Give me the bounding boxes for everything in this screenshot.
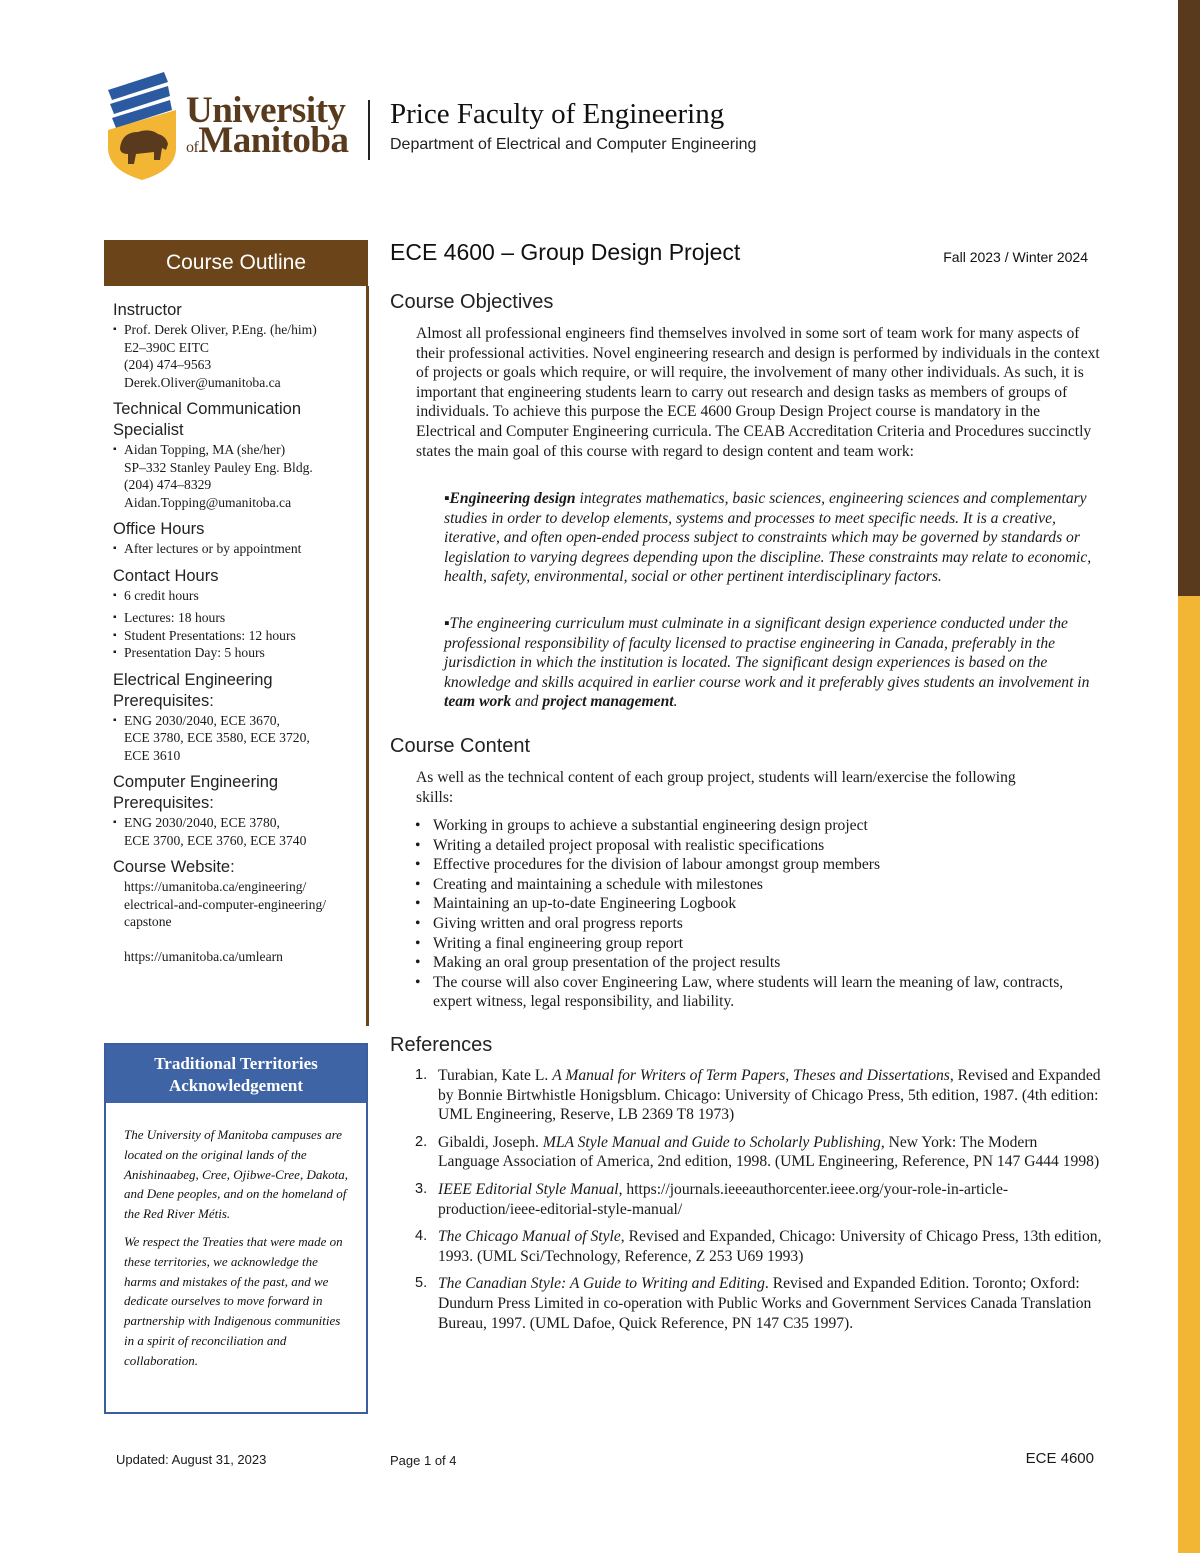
- ce-prereq-line: ECE 3700, ECE 3760, ECE 3740: [124, 832, 307, 848]
- ce-prereq-heading-line1: Computer Engineering: [113, 773, 279, 791]
- reference-number: 5.: [415, 1275, 428, 1292]
- reference-text[interactable]: , https://journals.ieeeauthorcenter.ieee.org/your-role-in-article-production/ieee-editorial-style-manual/: [438, 1180, 1009, 1218]
- course-outline-banner: Course Outline: [104, 240, 368, 286]
- reference-text: Turabian, Kate L.: [438, 1067, 553, 1084]
- reference-title: The Canadian Style: A Guide to Writing and Editing: [438, 1275, 765, 1293]
- ee-prereq-line: ECE 3780, ECE 3580, ECE 3720,: [124, 730, 310, 745]
- ce-prereq-line: ▪ ENG 2030/2040, ECE 3780,: [113, 814, 363, 832]
- quote-text: and: [511, 693, 543, 711]
- acknowledgement-title-line: Acknowledgement: [168, 1076, 304, 1095]
- acknowledgement-paragraph: The University of Manitoba campuses are located on the original lands of the Anishinaabeg, Cree, Ojibwe-Cree, Dakota, and Dene peoples, and on the homeland of the Red River Métis.: [124, 1127, 348, 1222]
- reference-title: A Manual for Writers of Term Papers, Theses and Dissertations: [552, 1067, 950, 1084]
- website-link-capstone[interactable]: [113, 878, 363, 931]
- skills-list: [412, 816, 1102, 1012]
- references-heading: References: [390, 1034, 493, 1056]
- footer-updated-date: Updated: August 31, 2023: [116, 1452, 267, 1467]
- reference-number: 2.: [415, 1133, 428, 1150]
- skills-item: • Working in groups to achieve a substantial engineering design project: [412, 816, 1102, 836]
- ce-prereq-section: [113, 772, 363, 849]
- edge-bar-gold: [1178, 596, 1200, 1553]
- header-divider: [368, 100, 370, 160]
- website-link-part: capstone: [124, 914, 172, 929]
- website-link-umlearn[interactable]: https://umanitoba.ca/umlearn: [124, 948, 283, 964]
- acknowledgement-paragraph: We respect the Treaties that were made on these territories, we acknowledge the harms and mistakes of the past, and we dedicate ourselves to move forward in partnership with Indigenous communities in a spirit of reconciliation and collaboration.: [124, 1233, 343, 1368]
- reference-text: , Revised and Expanded, Chicago: University of Chicago Press, 13th edition, 1993. (UML Sci/Technology, Reference, Z 253 U69 1993): [438, 1228, 1102, 1265]
- website-link-part: https://umanitoba.ca/engineering/: [124, 879, 307, 894]
- reference-title: IEEE Editorial Style Manual: [438, 1180, 619, 1198]
- objectives-heading: Course Objectives: [390, 291, 554, 313]
- instructor-name: ▪ Prof. Derek Oliver, P.Eng. (he/him): [113, 321, 363, 339]
- instructor-email[interactable]: Derek.Oliver@umanitoba.ca: [124, 374, 281, 390]
- wordmark-manitoba: Manitoba: [198, 120, 349, 161]
- tcs-heading-line1: Technical Communication: [113, 400, 302, 418]
- contact-hours-item: ▪ Student Presentations: 12 hours: [113, 627, 363, 645]
- quote-text: The engineering curriculum must culminate in a significant design experience conducted under the professional responsibility of faculty licensed to practise engineering in Canada, preferably in the jurisdiction in which the institution is located. The significant design experiences is based on the knowledge and skills acquired in earlier course work and it preferably gives students an involvement in: [444, 615, 1090, 691]
- term-label: Fall 2023 / Winter 2024: [943, 249, 1088, 265]
- ceab-quote-design: ▪Engineering design integrates mathematics, basic sciences, engineering sciences and complementary studies in order to develop elements, systems and processes to meet specific needs. It is a creative, iterative, and often open-ended process subject to constraints which may be governed by standards or legislation to varying degrees depending upon the discipline. These constraints may relate to economic, health, safety, environmental, social or other pertinent interdisciplinary factors.: [444, 490, 1092, 586]
- reference-item: [412, 1274, 1102, 1333]
- office-hours-item: ▪ After lectures or by appointment: [113, 540, 363, 558]
- skills-item: • Creating and maintaining a schedule with milestones: [412, 875, 1102, 895]
- references-list: [412, 1066, 1102, 1341]
- wordmark-university: University: [186, 90, 346, 131]
- ce-prereq-heading-line2: Prerequisites:: [113, 794, 214, 812]
- reference-item: [412, 1066, 1102, 1125]
- instructor-phone: (204) 474–9563: [124, 357, 212, 372]
- department-title: Department of Electrical and Computer Engineering: [390, 136, 757, 153]
- ee-prereq-section: [113, 670, 363, 765]
- reference-item: [412, 1133, 1102, 1172]
- website-heading: Course Website:: [113, 858, 235, 876]
- office-hours-heading: Office Hours: [113, 520, 205, 538]
- reference-item: [412, 1227, 1102, 1266]
- reference-number: 1.: [415, 1067, 428, 1083]
- skills-item: • Giving written and oral progress reports: [412, 914, 1102, 934]
- contact-hours-heading: Contact Hours: [113, 566, 219, 585]
- skills-item: • Maintaining an up-to-date Engineering Logbook: [412, 894, 1102, 914]
- wordmark-of: of: [186, 139, 199, 156]
- website-link-part: electrical-and-computer-engineering/: [124, 896, 327, 912]
- website-section: [113, 857, 363, 965]
- tcs-section: [113, 399, 363, 511]
- quote-text: integrates mathematics, basic sciences, engineering sciences and complementary studies in order to develop elements, systems and processes to meet specific needs. It is a creative, iterative, and often open-ended process subject to constraints which may be governed by standards or legislation to varying degrees depending upon the discipline. These constraints may relate to economic, health, safety, environmental, social or other pertinent interdisciplinary factors.: [444, 490, 1092, 586]
- skills-item: • Making an oral group presentation of the project results: [412, 953, 1102, 973]
- tcs-name: ▪ Aidan Topping, MA (she/her): [113, 441, 363, 459]
- reference-title: The Chicago Manual of Style: [438, 1228, 621, 1246]
- ee-prereq-heading-line2: Prerequisites:: [113, 691, 214, 710]
- quote-bold-term: project management: [542, 693, 674, 711]
- faculty-title: Price Faculty of Engineering: [390, 98, 725, 130]
- instructor-section: [113, 300, 363, 391]
- university-crest-logo: [106, 70, 178, 182]
- territories-acknowledgement-box: [104, 1043, 368, 1414]
- skills-item: • Writing a final engineering group report: [412, 934, 1102, 954]
- reference-item: [412, 1180, 1102, 1219]
- office-hours-section: [113, 519, 363, 558]
- contact-hours-item: ▪ Lectures: 18 hours: [113, 609, 363, 627]
- contact-hours-section: [113, 566, 363, 662]
- sidebar-rule: [366, 286, 369, 1026]
- content-intro: As well as the technical content of each group project, students will learn/exercise the following skills:: [416, 769, 1016, 806]
- reference-number: 4.: [415, 1228, 428, 1245]
- tcs-email[interactable]: Aidan.Topping@umanitoba.ca: [124, 494, 292, 510]
- contact-hours-item: ▪ 6 credit hours: [113, 587, 363, 605]
- ee-prereq-heading-line1: Electrical Engineering: [113, 670, 273, 689]
- quote-bold-term: team work: [444, 693, 512, 711]
- course-title: ECE 4600 – Group Design Project: [390, 239, 741, 265]
- acknowledgement-title: [106, 1045, 366, 1103]
- reference-text: , Revised and Expanded by Bonnie Birtwhistle Honigsblum. Chicago: University of Chicago Press, 5th edition, 1987. (4th edition: UML Engineering, Reserve, LB 2369 T8 1973): [438, 1067, 1101, 1124]
- ee-prereq-line: ▪ ENG 2030/2040, ECE 3670,: [113, 712, 363, 730]
- objectives-paragraph: Almost all professional engineers find themselves involved in some sort of team work for many aspects of their professional activities. Novel engineering research and design is performed by individuals in the context of projects or goals which require, or will require, the involvement of many other individuals. As such, it is important that engineering students learn to carry out research and design tasks as members of groups of individuals. To achieve this purpose the ECE 4600 Group Design Project course is mandatory in the Electrical and Computer Engineering curricula. The CEAB Accreditation Criteria and Procedures succinctly states the main goal of this course with regard to design content and team work:: [416, 325, 1100, 460]
- sidebar: [113, 300, 363, 973]
- instructor-office: E2–390C EITC: [124, 339, 209, 355]
- content-heading: Course Content: [390, 735, 531, 757]
- reference-text: , New York: The Modern Language Association of America, 2nd edition, 1998. (UML Engineering, Reference, PN 147 G444 1998): [438, 1133, 1100, 1171]
- footer-page-number: Page 1 of 4: [390, 1453, 457, 1468]
- reference-number: 3.: [415, 1180, 428, 1197]
- quote-bold-term: Engineering design: [449, 490, 576, 507]
- tcs-phone: (204) 474–8329: [124, 477, 212, 492]
- reference-title: MLA Style Manual and Guide to Scholarly Publishing: [542, 1133, 881, 1151]
- reference-text: . Revised and Expanded Edition. Toronto; Oxford: Dundurn Press Limited in co-operation with Public Works and Government Services Canada Translation Bureau, 1997. (UML Dafoe, Quick Reference, PN 147 C35 1997).: [438, 1275, 1092, 1332]
- edge-bar-brown: [1178, 0, 1200, 596]
- skills-item: • Writing a detailed project proposal with realistic specifications: [412, 836, 1102, 856]
- quote-text: .: [673, 693, 678, 711]
- acknowledgement-body: [106, 1103, 366, 1371]
- ceab-quote-curriculum: ▪The engineering curriculum must culminate in a significant design experience conducted under the professional responsibility of faculty licensed to practise engineering in Canada, preferably in the jurisdiction in which the institution is located. The significant design experiences is based on the knowledge and skills acquired in earlier course work and it preferably gives students an involvement in team work and project management.: [444, 615, 1090, 711]
- skills-item: • Effective procedures for the division of labour amongst group members: [412, 855, 1102, 875]
- ee-prereq-line: ECE 3610: [124, 747, 181, 763]
- university-wordmark: [186, 90, 349, 163]
- acknowledgement-title-line: Traditional Territories: [154, 1054, 318, 1073]
- contact-hours-item: ▪ Presentation Day: 5 hours: [113, 644, 363, 662]
- instructor-heading: Instructor: [113, 301, 182, 319]
- footer-course-code: ECE 4600: [1025, 1450, 1094, 1467]
- tcs-office: SP–332 Stanley Pauley Eng. Bldg.: [124, 459, 313, 475]
- skills-item: • The course will also cover Engineering Law, where students will learn the meaning of law, contracts, expert witness, legal responsibility, and liability.: [412, 973, 1102, 1012]
- reference-text: Gibaldi, Joseph.: [438, 1133, 543, 1151]
- tcs-heading-line2: Specialist: [113, 421, 184, 439]
